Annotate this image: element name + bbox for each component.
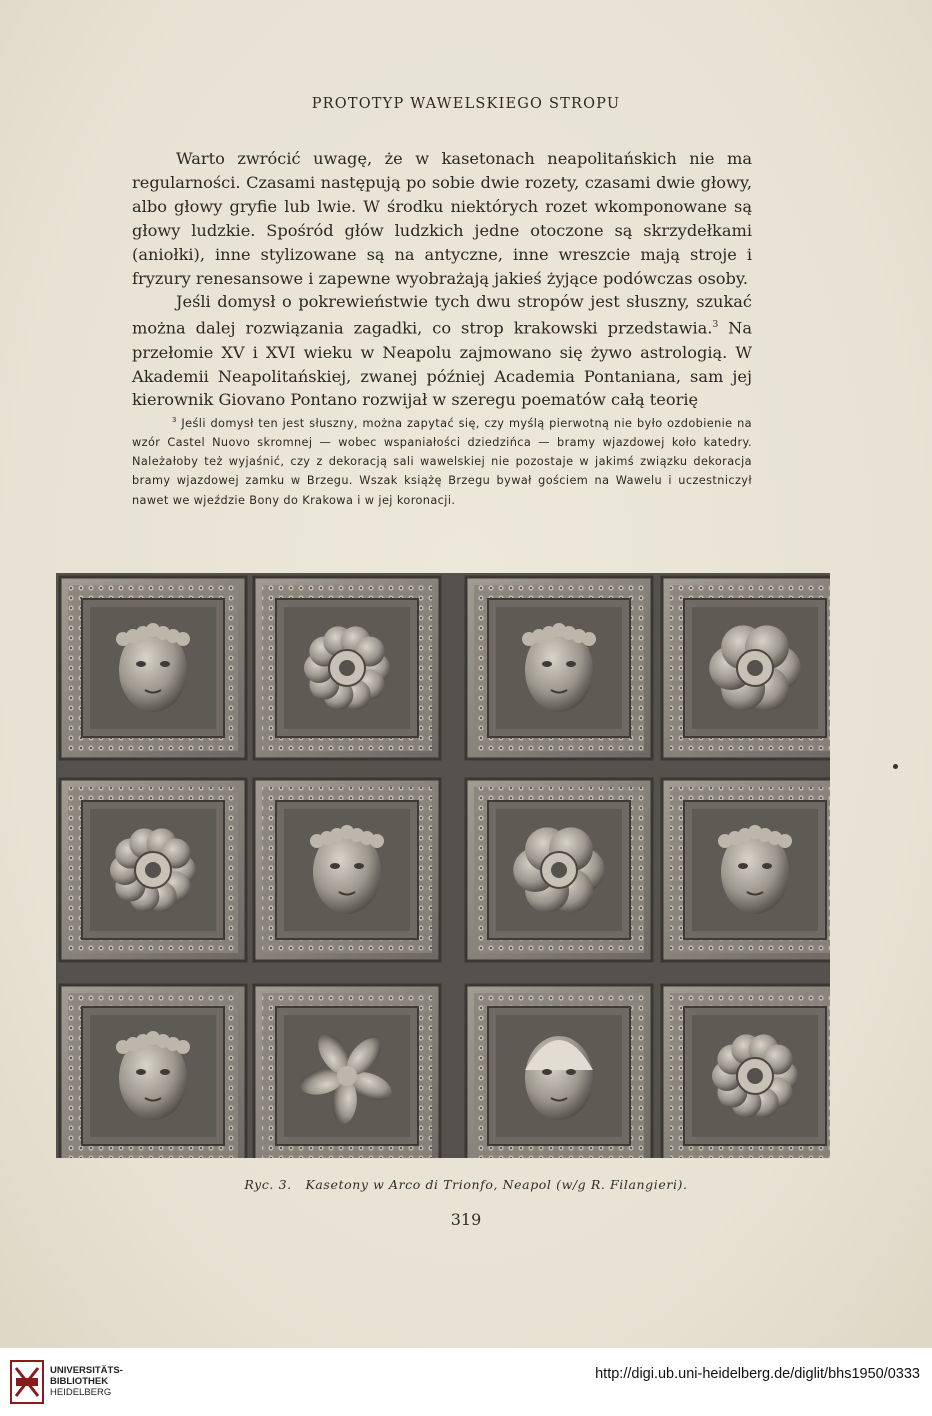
source-url-link[interactable]: http://digi.ub.uni-heidelberg.de/diglit/bhs1950/0333: [595, 1366, 920, 1382]
paragraph-2: [132, 290, 752, 412]
coffer-rose: [662, 577, 830, 759]
coffer-putto-head: [254, 779, 440, 961]
body-text: [132, 147, 752, 412]
caption-text: Kasetony w Arco di Trionfo, Neapol (w/g R. Filangieri).: [305, 1177, 688, 1192]
footnote-marker: 3: [172, 416, 177, 424]
caption-label: Ryc. 3.: [244, 1177, 292, 1192]
coffer-putto-head: [60, 577, 246, 759]
coffer-foliage: [254, 985, 440, 1158]
coffer-rosette: [662, 985, 830, 1158]
coffer-head-with-curls: [662, 779, 830, 961]
coffer-photograph: [56, 573, 830, 1158]
library-logo[interactable]: [10, 1358, 123, 1408]
coffer-rosette: [254, 577, 440, 759]
coffer-rose: [466, 779, 652, 961]
running-head: PROTOTYP WAWELSKIEGO STROPU: [311, 96, 621, 112]
library-logo-icon: [10, 1360, 44, 1404]
footer-bar: [0, 1348, 932, 1416]
paragraph-2-part-2: Na przełomie XV i XVI wieku w Neapolu zajmowano się żywo astrologią. W Akademii Neapolitańskiej, zwanej później Academia Pontaniana, sam jej kierownik Giovano Pontano rozwijał w szeregu poematów całą teorię: [132, 318, 752, 410]
coffer-rosette: [60, 779, 246, 961]
library-name: UNIVERSITÄTS- BIBLIOTHEK HEIDELBERG: [50, 1365, 123, 1398]
figure-caption: [0, 1177, 932, 1192]
margin-dot: [893, 764, 898, 769]
coffer-antique-head: [60, 985, 246, 1158]
footnote-reference: 3: [712, 320, 719, 331]
footnote-text: Jeśli domysł ten jest słuszny, można zapytać się, czy myślą pierwotną nie było ozdobienie na wzór Castel Nuovo skromnej — wobec wspaniałości dziedzińca — bramy wjazdowej koło katedry. Należałoby też wyjaśnić, czy z dekoracją sali wawelskiej nie pozostaje w jakimś związku dekoracja bramy wjazdowej zamku w Brzegu. Wszak książę Brzegu bywał gościem na Wawelu i uczestniczył nawet we wjeździe Bony do Krakowa i w jej koronacji.: [132, 416, 752, 507]
paragraph-1: Warto zwrócić uwagę, że w kasetonach neapolitańskich nie ma regularności. Czasami następują po sobie dwie rozety, czasami dwie głowy, albo głowy gryfie lub lwie. W środku niektórych rozet wkomponowane są głowy ludzkie. Spośród głów ludzkich jedne otoczone są skrzydełkami (aniołki), inne stylizowane są na antyczne, inne wreszcie mają stroje i fryzury renesansowe i zapewne wyobrażają jakieś żyjące podówczas osoby.: [132, 149, 752, 288]
coffer-head-with-cap: [466, 985, 652, 1158]
coffer-head-with-headdress: [466, 577, 652, 759]
page-number: 319: [450, 1210, 482, 1229]
footnote: [132, 411, 752, 510]
paragraph-2-part-1: Jeśli domysł o pokrewieństwie tych dwu stropów jest słuszny, szukać można dalej rozwiązania zagadki, co strop krakowski przedstawia.: [132, 292, 752, 338]
